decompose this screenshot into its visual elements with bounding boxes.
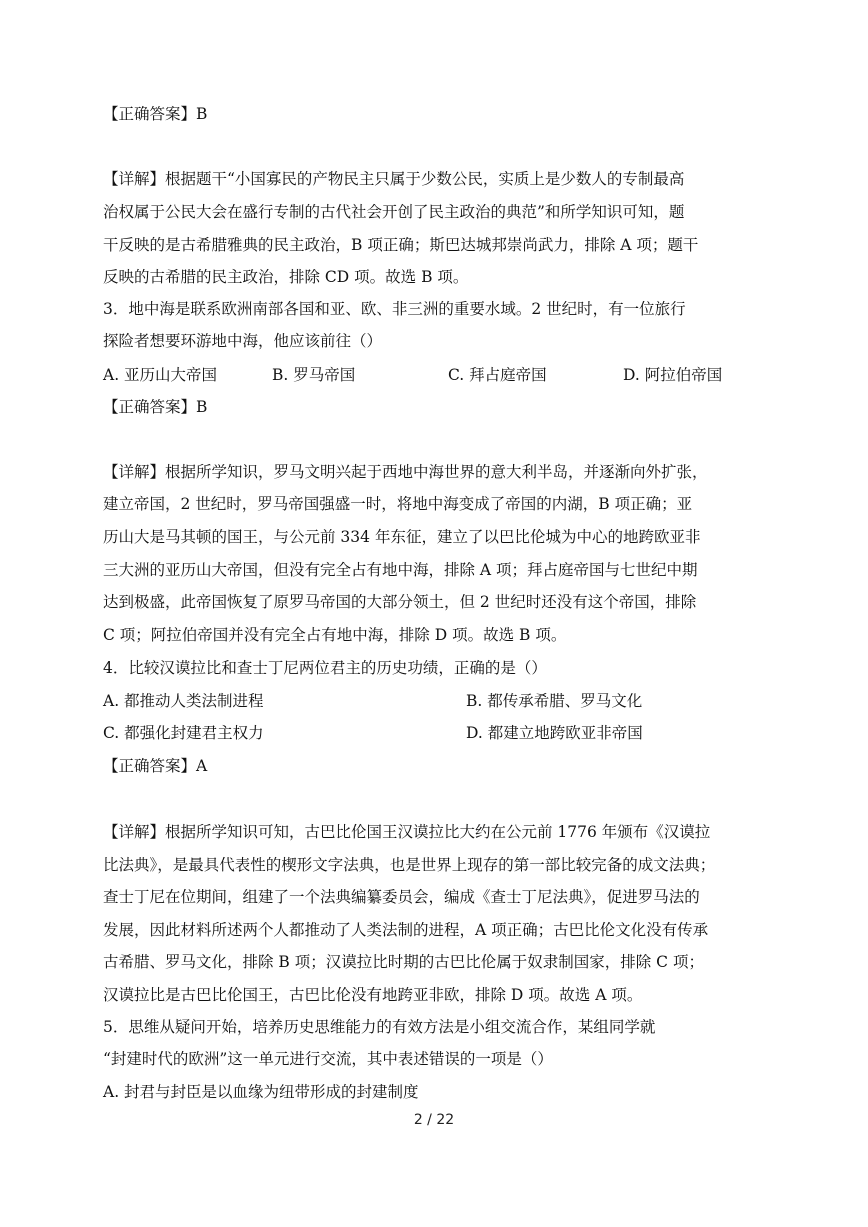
q4-option-b: B. 都传承希腊、罗马文化 <box>466 692 643 710</box>
detail-line: 历山大是马其顿的国王，与公元前 334 年东征，建立了以巴比伦城为中心的地跨欧亚非 <box>103 528 701 546</box>
detail-line: 【详解】根据题干“小国寡民的产物民主只属于少数公民，实质上是少数人的专制最高 <box>103 170 685 188</box>
detail-line: 比法典》，是最具代表性的楔形文字法典，也是世界上现存的第一部比较完备的成文法典； <box>103 856 716 874</box>
q3-option-a: A. 亚历山大帝国 <box>103 366 218 384</box>
detail-line: 查士丁尼在位期间，组建了一个法典编纂委员会，编成《查士丁尼法典》，促进罗马法的 <box>103 888 700 906</box>
question-3-text: 探险者想要环游地中海，他应该前往（） <box>103 332 383 350</box>
question-4-text: 4．比较汉谟拉比和查士丁尼两位君主的历史功绩，正确的是（） <box>103 659 547 677</box>
detail-line: 【详解】根据所学知识可知，古巴比伦国王汉谟拉比大约在公元前 1776 年颁布《汉谟拉 <box>103 823 711 841</box>
answer-label: 【正确答案】A <box>103 757 208 775</box>
detail-line: 三大洲的亚历山大帝国，但没有完全占有地中海，排除 A 项；拜占庭帝国与七世纪中期 <box>103 561 698 579</box>
q3-option-d: D. 阿拉伯帝国 <box>623 366 723 384</box>
detail-line: 发展，因此材料所述两个人都推动了人类法制的进程，A 项正确；古巴比伦文化没有传承 <box>103 921 709 939</box>
detail-line: C 项；阿拉伯帝国并没有完全占有地中海，排除 D 项。故选 B 项。 <box>103 626 567 644</box>
q4-option-a: A. 都推动人类法制进程 <box>103 692 264 710</box>
detail-line: 【详解】根据所学知识，罗马文明兴起于西地中海世界的意大利半岛，并逐渐向外扩张， <box>103 463 708 481</box>
detail-line: 汉谟拉比是古巴比伦国王，古巴比伦没有地跨亚非欧，排除 D 项。故选 A 项。 <box>103 986 643 1004</box>
detail-line: 建立帝国，2 世纪时，罗马帝国强盛一时，将地中海变成了帝国的内湖，B 项正确；亚 <box>103 495 693 513</box>
answer-label: 【正确答案】B <box>103 105 208 123</box>
page-number: 2 / 22 <box>413 1112 455 1128</box>
question-3-text: 3．地中海是联系欧洲南部各国和亚、欧、非三洲的重要水域。2 世纪时，有一位旅行 <box>103 300 686 318</box>
answer-label: 【正确答案】B <box>103 398 208 416</box>
q5-option-a: A. 封君与封臣是以血缘为纽带形成的封建制度 <box>103 1083 419 1101</box>
q3-option-c: C. 拜占庭帝国 <box>448 366 547 384</box>
detail-line: 达到极盛，此帝国恢复了原罗马帝国的大部分领土，但 2 世纪时还没有这个帝国，排除 <box>103 593 697 611</box>
q4-option-d: D. 都建立地跨欧亚非帝国 <box>466 724 643 742</box>
detail-line: 反映的古希腊的民主政治，排除 CD 项。故选 B 项。 <box>103 268 469 286</box>
question-5-text: 5．思维从疑问开始，培养历史思维能力的有效方法是小组交流合作，某组同学就 <box>103 1018 656 1036</box>
detail-line: 干反映的是古希腊雅典的民主政治，B 项正确；斯巴达城邦崇尚武力，排除 A 项；题干 <box>103 236 699 254</box>
detail-line: 古希腊、罗马文化，排除 B 项；汉谟拉比时期的古巴比伦属于奴隶制国家，排除 C 项； <box>103 953 704 971</box>
q3-option-b: B. 罗马帝国 <box>272 366 356 384</box>
question-5-text: “封建时代的欧洲”这一单元进行交流，其中表述错误的一项是（） <box>103 1050 553 1068</box>
detail-line: 治权属于公民大会在盛行专制的古代社会开创了民主政治的典范”和所学知识可知，题 <box>103 203 685 221</box>
q4-option-c: C. 都强化封建君主权力 <box>103 724 264 742</box>
